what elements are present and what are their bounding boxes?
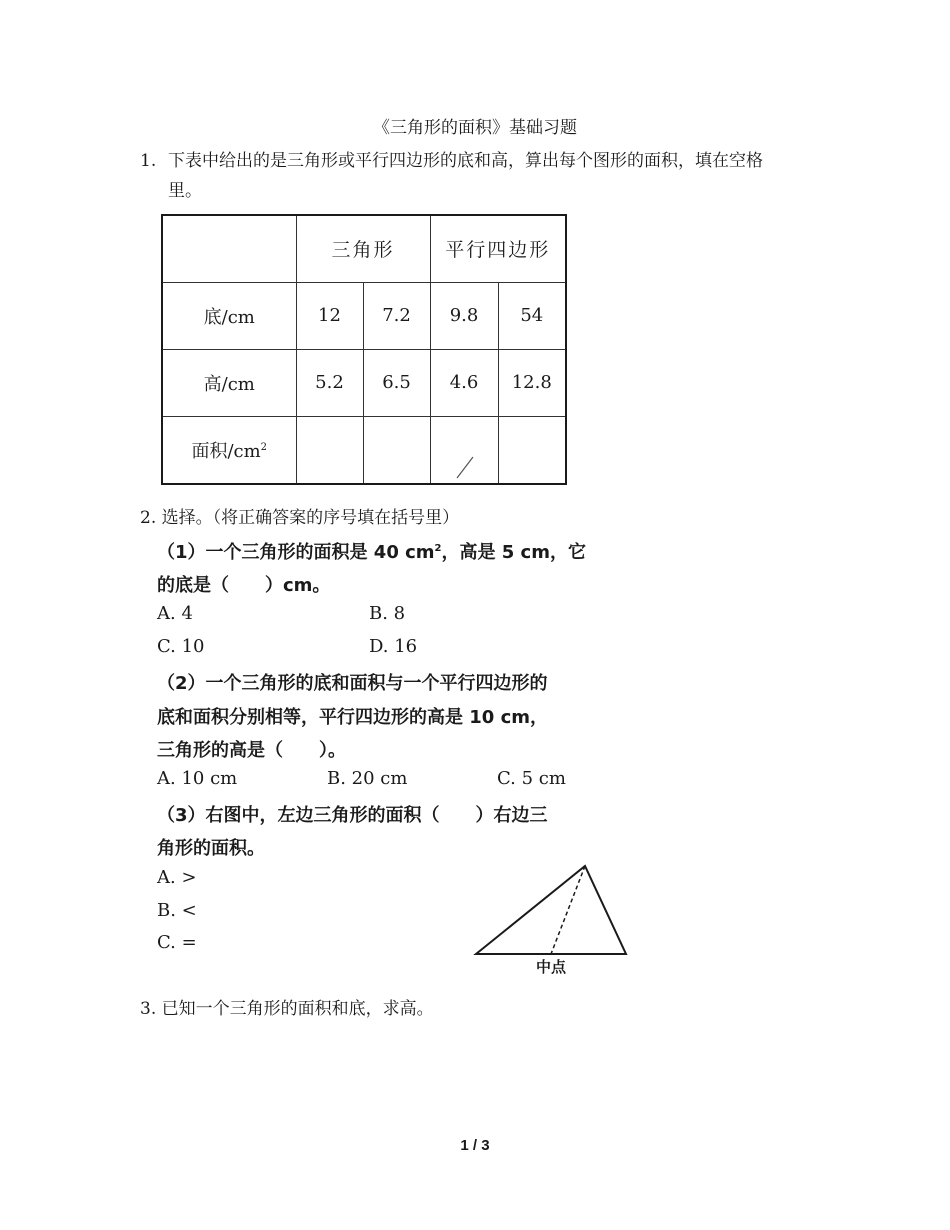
area-answer-cell[interactable]	[498, 416, 566, 484]
midpoint-label: 中点	[536, 958, 567, 976]
q2-sub1-line1	[157, 538, 586, 564]
q2-sub2-option-a: A. 10 cm	[157, 768, 238, 789]
q2-sub2-line2: 底和面积分别相等，平行四边形的高是 10 cm，	[157, 707, 549, 728]
q2-sub1-sup: 2	[434, 543, 442, 554]
header-parallelogram: 平行四边形	[430, 215, 566, 282]
q2-sub1-line1-tail: ，高是 5 cm，它	[441, 542, 586, 563]
q2-sub2-option-b: B. 20 cm	[327, 768, 408, 789]
height-value-cell: 5.2	[296, 349, 363, 416]
q2-sub1-line1-text: （1）一个三角形的面积是 40 cm	[157, 542, 435, 563]
triangle-outline	[476, 866, 626, 954]
height-value-cell: 4.6	[430, 349, 498, 416]
area-answer-cell[interactable]	[296, 416, 363, 484]
header-triangle: 三角形	[296, 215, 430, 282]
q2-sub3-option-c: C. =	[157, 932, 197, 953]
q2-sub1-option-d: D. 16	[369, 636, 418, 657]
page-title: 《三角形的面积》基础习题	[373, 118, 577, 138]
base-value-cell: 7.2	[363, 282, 430, 349]
row-label-area-text: 面积/cm	[191, 440, 261, 462]
q2-sub3-option-b: B. <	[157, 900, 197, 921]
area-answer-cell[interactable]	[363, 416, 430, 484]
question-1	[140, 146, 820, 206]
q2-sub3-line1: （3）右图中，左边三角形的面积（ ）右边三	[157, 805, 548, 826]
table-corner-cell	[162, 215, 296, 282]
row-label-base: 底/cm	[162, 282, 296, 349]
question-1-text-line2: 里。	[168, 181, 202, 201]
row-label-height: 高/cm	[162, 349, 296, 416]
row-label-area-sup: 2	[260, 441, 268, 453]
q2-sub1-line2: 的底是（ ）cm。	[157, 575, 331, 596]
question-2-heading: 2. 选择。（将正确答案的序号填在括号里）	[140, 508, 460, 528]
height-value-cell: 12.8	[498, 349, 566, 416]
q2-sub2-line3: 三角形的高是（ ）。	[157, 740, 346, 761]
q2-sub1-option-a: A. 4	[157, 603, 193, 624]
height-value-cell: 6.5	[363, 349, 430, 416]
q2-sub3-line2: 角形的面积。	[157, 838, 265, 859]
q2-sub2-option-c: C. 5 cm	[497, 768, 566, 789]
q2-sub3-option-a: A. >	[157, 867, 197, 888]
question-1-number: 1.	[140, 151, 157, 171]
q2-sub1-option-b: B. 8	[369, 603, 406, 624]
q2-sub1-option-c: C. 10	[157, 636, 205, 657]
question-1-text-line1: 下表中给出的是三角形或平行四边形的底和高，算出每个图形的面积，填在空格	[168, 151, 763, 171]
scan-mark	[455, 454, 475, 480]
base-value-cell: 54	[498, 282, 566, 349]
q2-sub2-line1: （2）一个三角形的底和面积与一个平行四边形的	[157, 673, 548, 694]
base-value-cell: 12	[296, 282, 363, 349]
base-value-cell: 9.8	[430, 282, 498, 349]
question-3: 3. 已知一个三角形的面积和底，求高。	[140, 999, 434, 1019]
area-table	[161, 214, 567, 485]
page-number: 1 / 3	[460, 1137, 490, 1154]
row-label-area	[162, 416, 296, 484]
